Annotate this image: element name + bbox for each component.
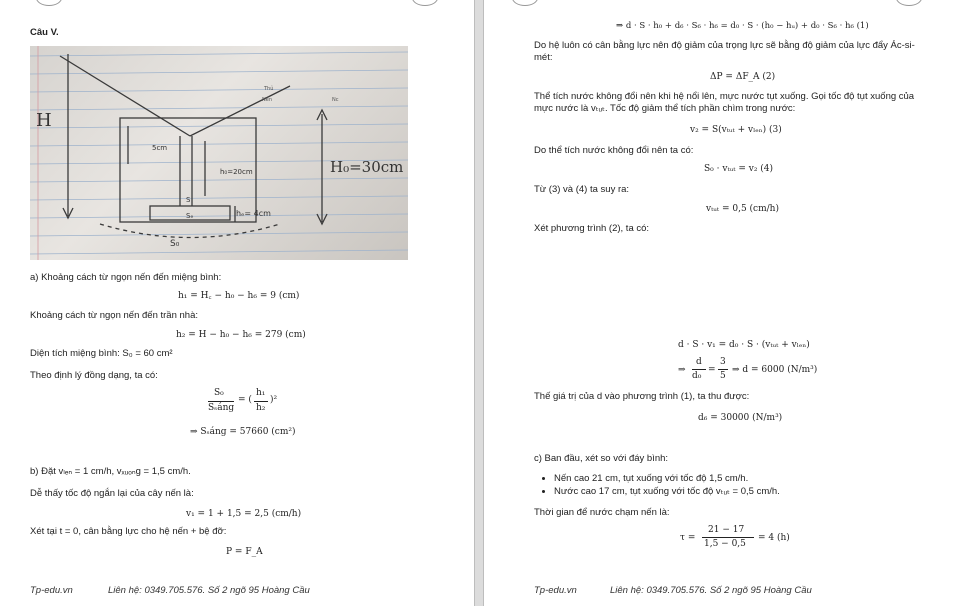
list-item: • Nến cao 21 cm, tụt xuống với tốc độ 1,5 cm/h.	[554, 472, 780, 485]
para-consider-2: Xét phương trình (2), ta có:	[534, 223, 650, 234]
text-distance-ceiling: Khoảng cách từ ngọn nến đến trần nhà:	[30, 310, 198, 321]
equation-1: ⇒ d · S · h₀ + d₆ · S₆ · h₆ = d₀ · S · (h₀ − hᵤ) + d₀ · S₆ · h₆ (1)	[616, 21, 869, 31]
equation-6: d · S · v₁ = d₀ · S · (vₜᵤₜ + vₗₑₙ)	[678, 340, 810, 350]
para-volume: Do thể tích nước không đổi nên ta có:	[534, 145, 694, 156]
diagram-label-small: Nến	[262, 97, 272, 103]
text-similarity: Theo định lý đồng dạng, ta có:	[30, 370, 158, 381]
diagram-label-H0: H₀=30cm	[330, 158, 404, 176]
equation-S-sang: ⇒ Sₛáng = 57660 (cm²)	[190, 427, 296, 437]
footer-site: Tp-edu.vn	[30, 585, 73, 596]
para-substitute: Thế giá trị của d vào phương trình (1), ta thu được:	[534, 391, 750, 402]
part-c-title: c) Ban đầu, xét so với đáy bình:	[534, 453, 669, 464]
diagram-label-H: H	[36, 110, 52, 131]
part-a-title: a) Khoảng cách từ ngọn nến đến miệng bình:	[30, 272, 222, 283]
equation-3: v₂ = S(vₜᵤₜ + vₗₑₙ) (3)	[690, 125, 782, 135]
right-page	[484, 0, 958, 606]
diagram-label-small: Thủ	[264, 86, 274, 92]
equation-4: S₀ · vₜᵤₜ = v₂ (4)	[704, 164, 774, 174]
text-force-balance: Xét tại t = 0, cân bằng lực cho hệ nến + bệ đỡ:	[30, 526, 227, 537]
para-balance-line2: mét:	[534, 52, 553, 63]
equation-h2: h₂ = H − h₀ − h₆ = 279 (cm)	[176, 330, 306, 340]
equation-8: d₆ = 30000 (N/m³)	[698, 413, 783, 423]
diagram-label-S0: S₀	[170, 239, 180, 249]
footer-site: Tp-edu.vn	[534, 585, 577, 596]
para-water-line1: Thể tích nước không đổi nên khi hệ nổi lên, mực nước tụt xuống. Gọi tốc độ tụt xuống của	[534, 91, 915, 102]
footer-contact: Liên hệ: 0349.705.576. Số 2 ngõ 95 Hoàng Cầu	[610, 585, 812, 596]
diagram-label-Sb: Sₑ	[186, 212, 194, 220]
equation-7: ⇒ d d₀ = 3 5 ⇒ d = 6000 (N/m³)	[678, 357, 818, 381]
diagram-label-hb: hₑ= 4cm	[236, 209, 271, 218]
equation-P: P = F_A	[226, 547, 263, 557]
footer-contact: Liên hệ: 0349.705.576. Số 2 ngõ 95 Hoàng Cầu	[108, 585, 310, 596]
page-curl-decoration	[896, 0, 922, 6]
para-time: Thời gian để nước chạm nến là:	[534, 507, 670, 518]
left-page	[0, 0, 474, 606]
diagram-label-S: S	[186, 196, 191, 204]
page-curl-decoration	[512, 0, 538, 6]
diagram-label-5cm: 5cm	[152, 144, 168, 152]
diagram-label-small: Nc	[332, 97, 339, 103]
diagram-label-h0: h₀=20cm	[220, 168, 253, 176]
text-mouth-area: Diện tích miệng bình: S₀ = 60 cm²	[30, 348, 173, 359]
equation-v1: v₁ = 1 + 1,5 = 2,5 (cm/h)	[186, 509, 302, 519]
equation-9: τ = 21 − 17 1,5 − 0,5 = 4 (h)	[680, 525, 790, 549]
bullet-list	[536, 472, 780, 498]
diagram-sketch	[30, 46, 408, 260]
para-water-line2: mực nước là vₜᵤₜ. Tốc độ giảm thể tích phần chìm trong nước:	[534, 103, 796, 114]
list-item: • Nước cao 17 cm, tụt xuống với tốc độ vₜᵤₜ = 0,5 cm/h.	[554, 485, 780, 498]
para-balance-line1: Do hệ luôn có cân bằng lực nên độ giảm của trọng lực sẽ bằng độ giảm của lực đẩy Ác-si-	[534, 40, 915, 51]
handwritten-diagram-photo	[30, 46, 408, 260]
page-gutter	[474, 0, 484, 606]
equation-h1: h₁ = H꜀ − h₀ − h₆ = 9 (cm)	[178, 291, 300, 301]
text-shrink-speed: Dễ thấy tốc độ ngắn lại của cây nến là:	[30, 488, 194, 499]
equation-ratio: S₀ Sₛáng = ( h₁ h₂ )²	[208, 388, 278, 413]
part-b-title: b) Đặt vₗₑₙ = 1 cm/h, vₓᵤₒₙg = 1,5 cm/h.	[30, 466, 191, 477]
section-heading: Câu V.	[30, 27, 59, 38]
equation-5: vₜᵤₜ = 0,5 (cm/h)	[706, 204, 779, 214]
para-derive: Từ (3) và (4) ta suy ra:	[534, 184, 630, 195]
page-curl-decoration	[36, 0, 62, 6]
page-curl-decoration	[412, 0, 438, 6]
equation-2: ΔP = ΔF_A (2)	[710, 72, 776, 82]
